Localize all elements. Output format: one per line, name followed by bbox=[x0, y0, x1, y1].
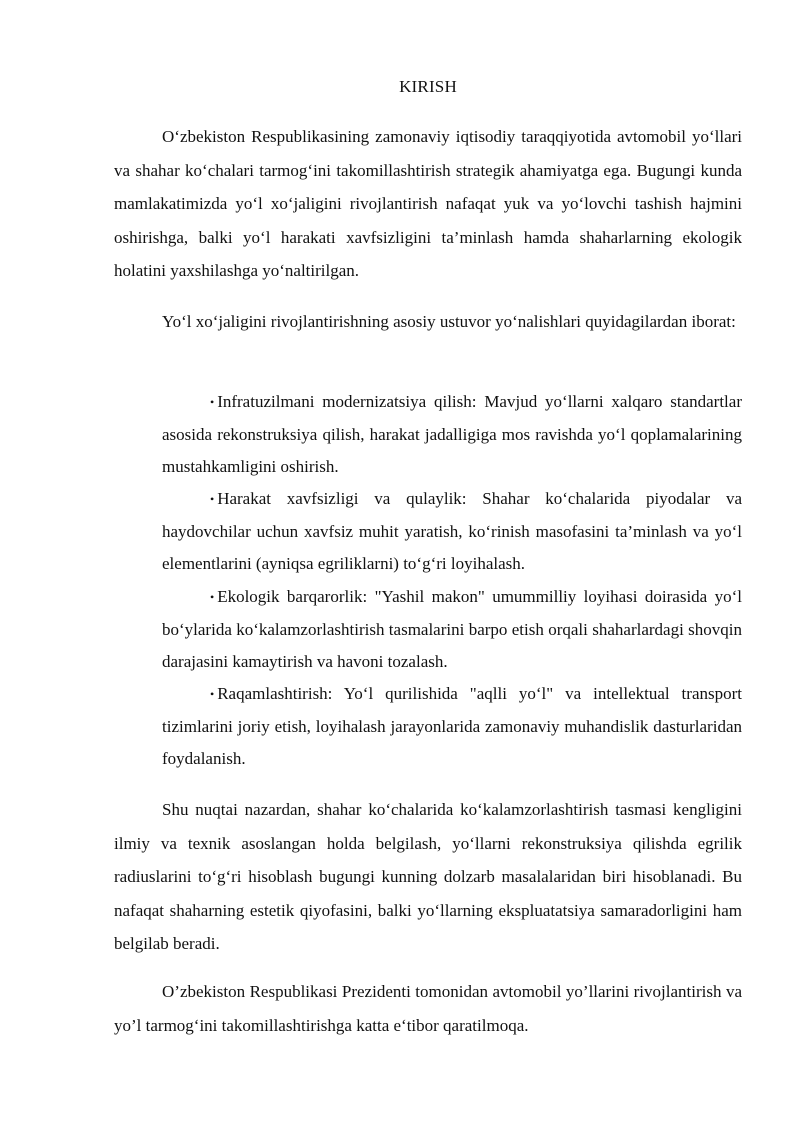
list-item-text: Infratuzilmani modernizatsiya qilish: Mavjud yo‘llarni xalqaro standartlar asosida rekonstruksiya qilish, harakat jadalligiga mos ravishda yo‘l qoplamalarining mustahkamligini oshirish. bbox=[162, 392, 742, 476]
list-item-text: Ekologik barqarorlik: "Yashil makon" umummilliy loyihasi doirasida yo‘l bo‘ylarida ko‘kalamzorlashtirish tasmalarini barpo etish orqali shaharlardagi shovqin darajasini kamaytirish va havoni tozalash. bbox=[162, 587, 742, 671]
list-item bbox=[162, 386, 742, 484]
list-item bbox=[162, 678, 742, 776]
bullet-icon: • bbox=[210, 492, 215, 506]
bullet-icon: • bbox=[210, 395, 215, 409]
list-item bbox=[162, 483, 742, 581]
intro-paragraph: O‘zbekiston Respublikasining zamonaviy iqtisodiy taraqqiyotida avtomobil yo‘llari va shahar ko‘chalari tarmog‘ini takomillashtirish strategik ahamiyatga ega. Bugungi kunda mamlakatimizda yo‘l xo‘jaligini rivojlantirish nafaqat yuk va yo‘lovchi tashish hajmini oshirishga, balki yo‘l harakati xavfsizligini ta’minlash hamda shaharlarning ekologik holatini yaxshilashga yo‘naltirilgan. bbox=[114, 127, 742, 280]
bullet-icon: • bbox=[210, 590, 215, 604]
list-item bbox=[162, 581, 742, 679]
list-item-text: Raqamlashtirish: Yo‘l qurilishida "aqlli yo‘l" va intellektual transport tizimlarini joriy etish, loyihalash jarayonlarida zamonaviy muhandislik dasturlaridan foydalanish. bbox=[162, 684, 742, 768]
context-paragraph: Shu nuqtai nazardan, shahar ko‘chalarida ko‘kalamzorlashtirish tasmasi kengligini ilmiy va texnik asoslangan holda belgilash, yo‘llarni rekonstruksiya qilishda egrilik radiuslarini to‘g‘ri hisoblash bugungi kunning dolzarb masalalaridan biri hisoblanadi. Bu nafaqat shaharning estetik qiyofasini, balki yo‘llarning ekspluatatsiya samaradorligini ham belgilab beradi. bbox=[114, 800, 742, 953]
list-item-text: Harakat xavfsizligi va qulaylik: Shahar ko‘chalarida piyodalar va haydovchilar uchun xavfsiz muhit yaratish, ko‘rinish masofasini ta’minlash va yo‘l elementlarini (ayniqsa egriliklarni) to‘g‘ri loyihalash. bbox=[162, 489, 742, 573]
closing-paragraph: O’zbekiston Respublikasi Prezidenti tomonidan avtomobil yo’llarini rivojlantirish va yo’l tarmog‘ini takomillashtirishga katta e‘tibor qaratilmoqa. bbox=[114, 982, 742, 1035]
page-title: KIRISH bbox=[399, 77, 457, 96]
priorities-intro-paragraph: Yo‘l xo‘jaligini rivojlantirishning asosiy ustuvor yo‘nalishlari quyidagilardan iborat: bbox=[162, 312, 736, 331]
bullet-icon: • bbox=[210, 687, 215, 701]
